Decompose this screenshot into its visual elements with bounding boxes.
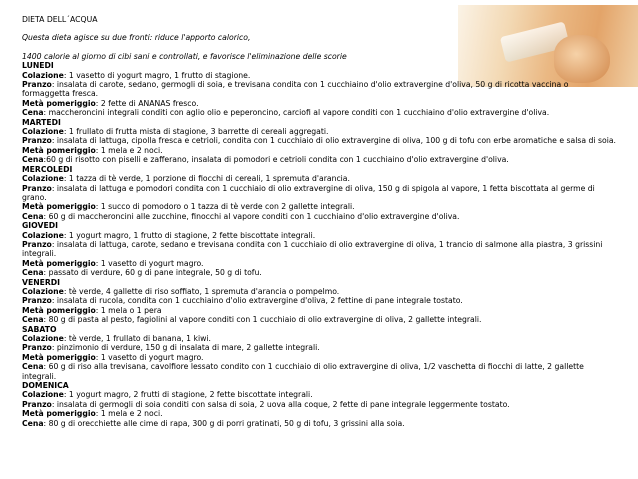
meal-text: insalata di germogli di soia conditi con salsa di soia, 2 uova alla coque, 2 fette di pane integrale leggermente tostato. [56,399,510,409]
meal-text: 60 g di maccheroncini alle zucchine, finocchi al vapore conditi con 1 cucchiaino d'olio extravergine d'oliva. [48,211,460,221]
meal-separator: : [51,343,57,353]
meal-label: Colazione [22,230,64,240]
day-heading: LUNEDI [22,61,54,71]
meal-separator: : [43,211,49,221]
meal-text: 1 mela e 2 noci. [100,409,163,419]
day-heading: VENERDI [22,277,61,287]
meal-separator: : [63,230,69,240]
meal-text: 2 fette di ANANAS fresco. [100,98,199,108]
meal-text: 60 g di riso alla trevisana, cavolfiore lessato condito con 1 cucchiaio di olio extravergine di oliva, 1/2 vaschetta di fiocchi di latte, 2 gallette integrali. [22,362,584,381]
meal-entry [22,202,618,211]
meal-separator: : [43,315,49,325]
meal-text: 1 vasetto di yogurt magro. [100,352,204,362]
meal-separator: : [43,268,49,278]
meal-text: insalata di lattuga, cipolla fresca e cetrioli, condita con 1 cucchiaio di olio extravergine di oliva, 100 g di tofu con erbe aromatiche e salsa di soia. [56,136,616,146]
meal-entry [22,306,618,315]
meal-label: Pranzo [22,183,52,193]
meal-separator: : [51,136,57,146]
meal-entry [22,146,618,155]
meal-text: 60 g di risotto con piselli e zafferano, insalata di pomodori e cetrioli condita con 1 cucchiaino d'olio extravergine d'oliva. [46,155,509,165]
meal-text: tè verde, 4 gallette di riso soffiato, 1 spremuta d'arancia o pompelmo. [68,286,340,296]
meal-entry [22,353,618,362]
meal-separator: : [63,390,69,400]
meal-label: Metà pomeriggio [22,409,96,419]
meal-label: Colazione [22,286,64,296]
meal-entry [22,136,618,145]
meal-label: Pranzo [22,399,52,409]
meal-entry [22,80,618,99]
meal-entry [22,212,618,221]
meal-separator: : [95,352,101,362]
meal-label: Cena [22,108,44,118]
day-heading: SABATO [22,324,57,334]
meal-text: 1 vasetto di yogurt magro, 1 frutto di stagione. [68,70,251,80]
meal-entry [22,184,618,203]
meal-text: 1 vasetto di yogurt magro. [100,258,204,268]
intro-line-2: 1400 calorie al giorno di cibi sani e controllati, e favorisce l'eliminazione delle scorie [22,51,347,61]
meal-entry [22,419,618,428]
meal-text: 80 g di pasta al pesto, fagiolini al vapore conditi con 1 cucchiaio di olio extravergine di oliva, 2 gallette integrali. [48,315,482,325]
diet-document [22,15,618,428]
meal-label: Colazione [22,174,64,184]
meal-separator: : [95,202,101,212]
meal-separator: : [95,258,101,268]
meal-text: 1 succo di pomodoro o 1 tazza di tè verde con 2 gallette integrali. [100,202,355,212]
meal-separator: : [51,80,57,90]
meal-separator: : [63,174,69,184]
meal-text: insalata di rucola, condita con 1 cucchiaino d'olio extravergine d'oliva, 2 fettine di pane integrale tostato. [56,296,463,306]
meal-separator: : [51,183,57,193]
meal-label: Cena [22,211,44,221]
meal-text: tè verde, 1 frullato di banana, 1 kiwi. [68,334,211,343]
meal-text: 1 mela e 2 noci. [100,145,163,155]
meal-label: Metà pomeriggio [22,258,96,268]
meal-entry [22,343,618,352]
meal-entry [22,268,618,277]
meal-entry [22,400,618,409]
meal-entry [22,362,618,381]
meal-label: Pranzo [22,239,52,249]
meal-separator: : [43,108,49,118]
meal-label: Cena [22,418,44,428]
document-title: DIETA DELL´ACQUA [22,15,98,24]
meal-entry [22,155,618,164]
meal-text: insalata di carote, sedano, germogli di soia, e trevisana condita con 1 cucchiaino d'olio extravergine d'oliva, 50 g di ricotta vaccina o formaggetta fresca. [22,80,569,99]
meal-separator: : [63,70,69,80]
meal-text: 80 g di orecchiette alle cime di rapa, 300 g di porri gratinati, 50 g di tofu, 3 grissini alla soia. [48,418,405,428]
day-heading: MERCOLEDI [22,164,73,174]
meal-label: Metà pomeriggio [22,352,96,362]
meal-text: 1 yogurt magro, 1 frutto di stagione, 2 fette biscottate integrali. [68,230,316,240]
meal-label: Cena [22,362,44,372]
meal-label: Pranzo [22,80,52,90]
day-heading: GIOVEDI [22,221,58,231]
meal-label: Pranzo [22,296,52,306]
day-heading: MARTEDI [22,117,61,127]
meal-text: 1 tazza di tè verde, 1 porzione di fiocchi di cereali, 1 spremuta d'arancia. [68,174,350,184]
day-list [22,61,618,428]
meal-entry [22,231,618,240]
meal-label: Pranzo [22,343,52,353]
meal-label: Colazione [22,334,64,343]
meal-entry [22,99,618,108]
meal-label: Colazione [22,390,64,400]
meal-text: maccheroncini integrali conditi con aglio olio e peperoncino, carciofi al vapore conditi con 1 cucchiaino d'olio extravergine d'oliva. [48,108,550,118]
meal-entry [22,409,618,418]
meal-separator: : [51,239,57,249]
meal-separator: : [43,418,49,428]
meal-separator: : [95,145,101,155]
meal-label: Cena [22,268,44,278]
meal-entry [22,287,618,296]
meal-separator: : [95,409,101,419]
meal-label: Metà pomeriggio [22,98,96,108]
meal-text: 1 mela o 1 pera [100,305,162,315]
meal-entry [22,296,618,305]
meal-separator: : [63,334,69,343]
meal-label: Colazione [22,70,64,80]
meal-text: insalata di lattuga, carote, sedano e trevisana condita con 1 cucchiaio di olio extravergine di oliva, 1 trancio di salmone alla piastra, 3 grissini integrali. [22,239,603,259]
meal-label: Cena [22,155,44,165]
meal-separator: : [95,305,101,315]
meal-text: 1 yogurt magro, 2 frutti di stagione, 2 fette biscottate integrali. [68,390,313,400]
meal-separator: : [95,98,101,108]
meal-text: insalata di lattuga e pomodori condita con 1 cucchiaio di olio extravergine di oliva, 150 g di spigola al vapore, 1 fetta biscottata al germe di grano. [22,183,595,202]
meal-label: Metà pomeriggio [22,305,96,315]
meal-text: pinzimonio di verdure, 150 g di insalata di mare, 2 gallette integrali. [56,343,320,353]
meal-entry [22,315,618,324]
meal-separator: : [43,362,49,372]
meal-separator: : [51,296,57,306]
meal-entry [22,108,618,117]
meal-text: 1 frullato di frutta mista di stagione, 3 barrette di cereali aggregati. [68,127,329,137]
meal-label: Cena [22,315,44,325]
day-heading: DOMENICA [22,381,69,391]
meal-separator: : [43,155,47,165]
meal-separator: : [63,127,69,137]
meal-label: Metà pomeriggio [22,202,96,212]
meal-entry [22,71,618,80]
meal-entry [22,240,618,259]
meal-label: Colazione [22,127,64,137]
meal-entry [22,334,618,343]
meal-separator: : [51,399,57,409]
meal-entry [22,390,618,399]
meal-entry [22,174,618,183]
meal-label: Pranzo [22,136,52,146]
meal-text: passato di verdure, 60 g di pane integrale, 50 g di tofu. [48,268,262,278]
meal-entry [22,259,618,268]
meal-label: Metà pomeriggio [22,145,96,155]
meal-entry [22,127,618,136]
meal-separator: : [63,286,69,296]
intro-line-1: Questa dieta agisce su due fronti: riduce l'apporto calorico, [22,33,251,43]
